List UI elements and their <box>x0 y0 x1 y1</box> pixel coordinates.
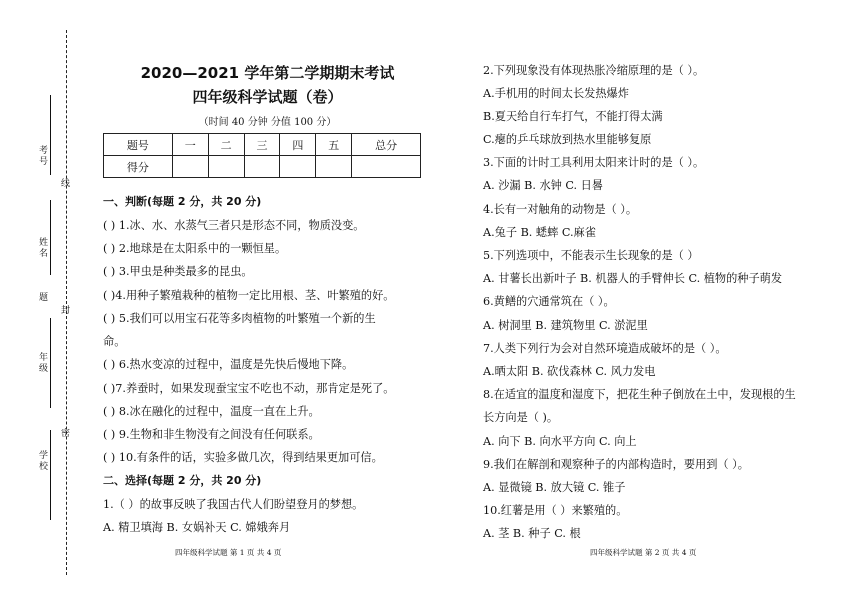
score-table-header-row <box>104 134 421 156</box>
binding-xingming: 姓名 <box>37 237 47 259</box>
question-line: 9.我们在解剖和观察种子的内部构造时，要用到（ ）。 <box>483 458 749 471</box>
page-footer-left: 四年级科学试题 第 1 页 共 4 页 <box>175 548 282 557</box>
question-line: A. 显微镜 B. 放大镜 C. 锥子 <box>483 481 626 494</box>
score-cell <box>280 156 316 178</box>
question-line: 6.黄鳝的穴通常筑在（ ）。 <box>483 295 615 308</box>
exam-title: 2020—2021 学年第二学期期末考试 <box>140 64 395 82</box>
binding-ti: 题 <box>37 292 47 303</box>
binding-xian: 线 <box>59 178 69 189</box>
question-line: A. 甘薯长出新叶子 B. 机器人的手臂伸长 C. 植物的种子萌发 <box>483 272 783 285</box>
exam-duration-score: （时间 40 分钟 分值 100 分） <box>198 117 337 128</box>
question-line: 10.红薯是用（ ）来繁殖的。 <box>483 504 628 517</box>
binding-xuexiao: 学校 <box>37 450 47 472</box>
question-line: A. 精卫填海 B. 女娲补天 C. 嫦娥奔月 <box>103 521 291 534</box>
score-cell <box>352 156 421 178</box>
score-row-label: 得分 <box>104 156 173 178</box>
question-line: ( )4.用种子繁殖栽种的植物一定比用根、茎、叶繁殖的好。 <box>103 289 395 302</box>
question-line: ( ) 6.热水变凉的过程中，温度是先快后慢地下降。 <box>103 358 354 371</box>
question-line: 4.长有一对触角的动物是（ ）。 <box>483 203 638 216</box>
question-line: 命。 <box>103 335 126 348</box>
question-line: ( ) 5.我们可以用宝石花等多肉植物的叶繁殖一个新的生 <box>103 312 376 325</box>
question-line: 2.下列现象没有体现热胀冷缩原理的是（ ）。 <box>483 64 705 77</box>
exam-subject-title: 四年级科学试题（卷） <box>192 88 343 106</box>
question-line: B.夏天给自行车打气，不能打得太满 <box>483 110 663 123</box>
question-line: ( ) 8.冰在融化的过程中，温度一直在上升。 <box>103 405 320 418</box>
question-line: A. 向下 B. 向水平方向 C. 向上 <box>483 435 637 448</box>
binding-nianji: 年级 <box>37 352 47 374</box>
question-line: 8.在适宜的温度和湿度下，把花生种子倒放在土中，发现根的生 <box>483 388 796 401</box>
question-line: ( ) 1.冰、水、水蒸气三者只是形态不同，物质没变。 <box>103 219 365 232</box>
score-cell <box>244 156 280 178</box>
score-table-score-row <box>104 156 421 178</box>
score-header-cell: 四 <box>280 134 316 156</box>
fold-line <box>66 30 67 575</box>
binding-feng: 封 <box>59 305 69 316</box>
score-header-cell: 三 <box>244 134 280 156</box>
question-line: A.晒太阳 B. 砍伐森林 C. 风力发电 <box>483 365 656 378</box>
score-header-cell: 二 <box>208 134 244 156</box>
score-cell <box>316 156 352 178</box>
nianji-underline <box>50 318 51 408</box>
binding-mi: 密 <box>59 428 69 439</box>
question-line: 长方向是（ )。 <box>483 411 559 424</box>
question-line: C.瘪的乒乓球放到热水里能够复原 <box>483 133 652 146</box>
section-heading: 一、判断(每题 2 分，共 20 分) <box>103 195 262 208</box>
question-line: ( ) 10.有条件的话，实验多做几次，得到结果更加可信。 <box>103 451 383 464</box>
score-table <box>103 133 421 178</box>
score-header-cell: 一 <box>172 134 208 156</box>
question-line: ( ) 9.生物和非生物没有之间没有任何联系。 <box>103 428 320 441</box>
xuexiao-underline <box>50 430 51 520</box>
question-line: 1.（ ）的故事反映了我国古代人们盼望登月的梦想。 <box>103 498 364 511</box>
page-footer-right: 四年级科学试题 第 2 页 共 4 页 <box>590 548 697 557</box>
xingming-underline <box>50 200 51 275</box>
question-line: A.兔子 B. 蟋蟀 C.麻雀 <box>483 226 596 239</box>
score-header-cell: 五 <box>316 134 352 156</box>
question-line: A. 茎 B. 种子 C. 根 <box>483 527 581 540</box>
question-line: A.手机用的时间太长发热爆炸 <box>483 87 629 100</box>
score-cell <box>172 156 208 178</box>
score-cell <box>208 156 244 178</box>
score-header-cell: 总分 <box>352 134 421 156</box>
question-line: ( ) 3.甲虫是种类最多的昆虫。 <box>103 265 253 278</box>
question-line: 7.人类下列行为会对自然环境造成破坏的是（ ）。 <box>483 342 727 355</box>
question-line: 3.下面的计时工具利用太阳来计时的是（ ）。 <box>483 156 705 169</box>
section-heading: 二、选择(每题 2 分，共 20 分) <box>103 474 262 487</box>
question-line: ( ) 2.地球是在太阳系中的一颗恒星。 <box>103 242 287 255</box>
question-line: 5.下列选项中，不能表示生长现象的是（ ） <box>483 249 699 262</box>
question-line: ( )7.养蚕时，如果发现蚕宝宝不吃也不动，那肯定是死了。 <box>103 382 395 395</box>
kaohao-underline <box>50 95 51 175</box>
question-line: A. 沙漏 B. 水钟 C. 日晷 <box>483 179 604 192</box>
question-line: A. 树洞里 B. 建筑物里 C. 淤泥里 <box>483 319 648 332</box>
binding-kaohao: 考号 <box>37 145 47 167</box>
score-header-cell: 题号 <box>104 134 173 156</box>
